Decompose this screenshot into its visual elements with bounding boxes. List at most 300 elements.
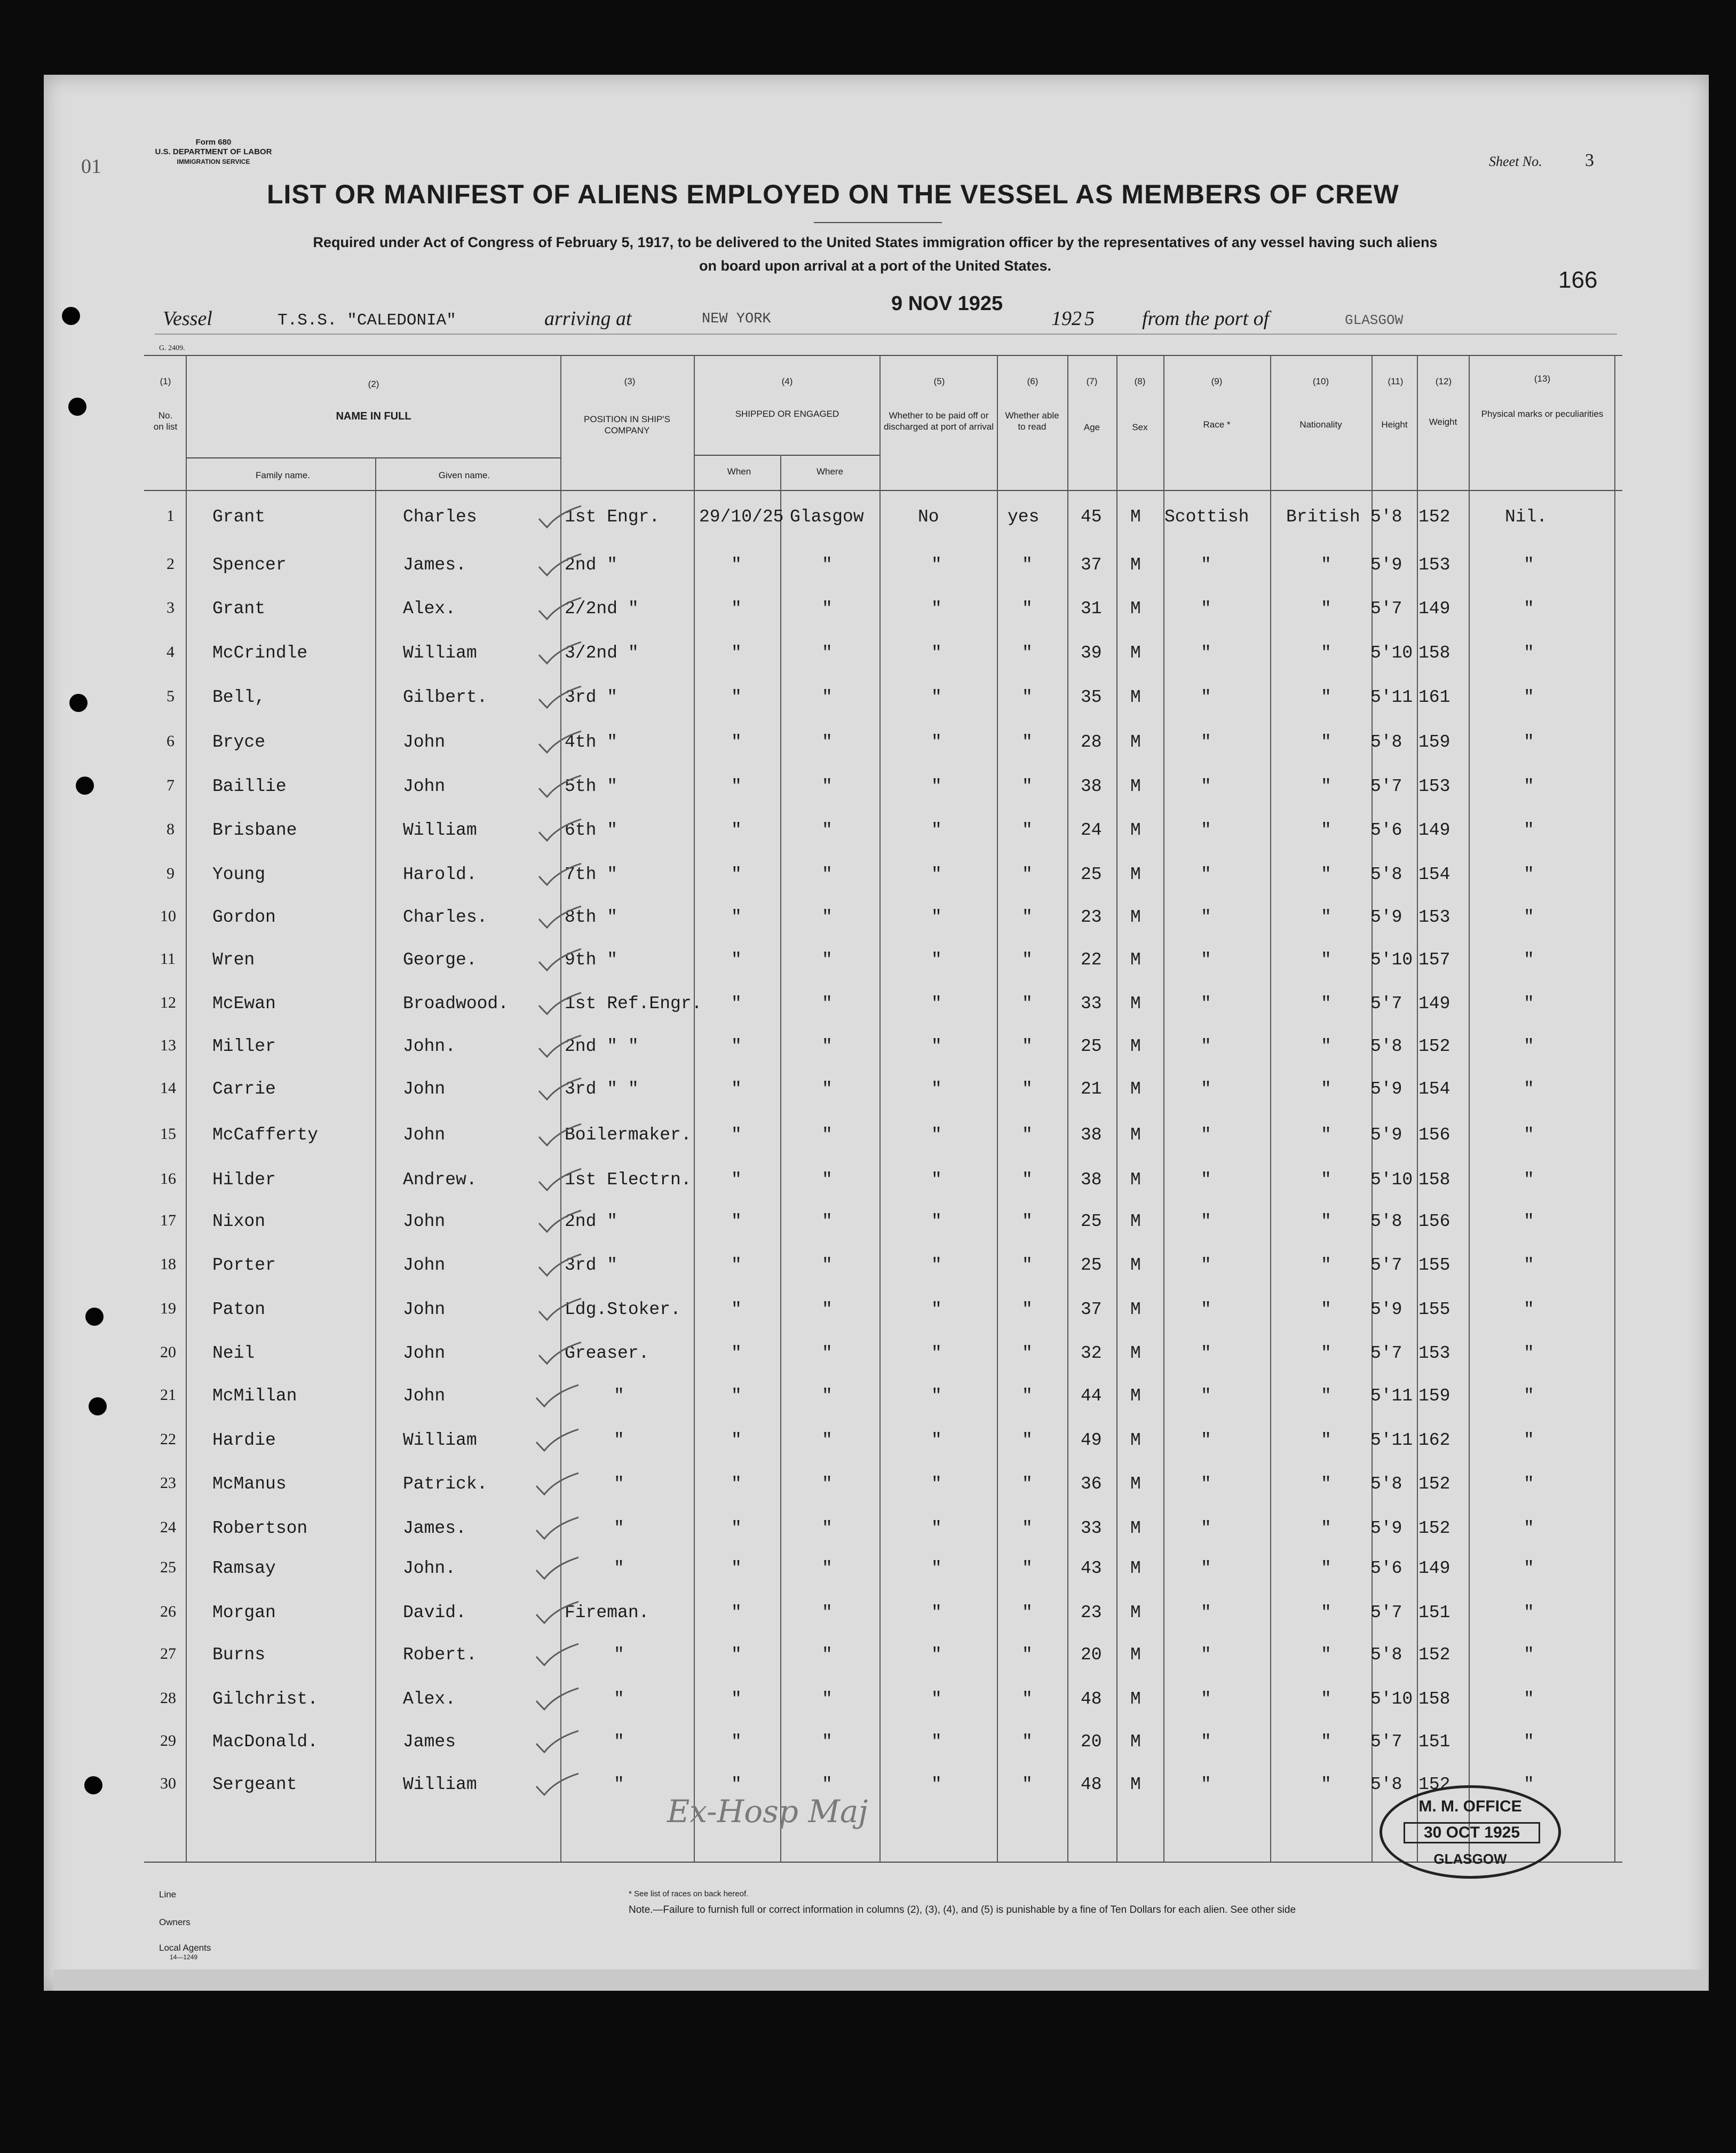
table-row: [0, 643, 1736, 675]
nationality: ": [1321, 1386, 1331, 1406]
given-name: William: [403, 1430, 477, 1450]
header-where: Where: [816, 466, 844, 477]
vessel-rule: [155, 334, 1617, 335]
given-name: Charles.: [403, 907, 488, 927]
shipped-where: ": [822, 1689, 833, 1709]
family-name: Miller: [212, 1036, 276, 1056]
shipped-where: ": [822, 907, 833, 927]
paid-off: ": [931, 1645, 942, 1665]
underlying-sheet-edge: [53, 1969, 1708, 1991]
table-row: [0, 1125, 1736, 1157]
able-to-read: ": [1022, 1775, 1033, 1794]
physical-marks: ": [1524, 1212, 1534, 1231]
paid-off: ": [931, 1775, 942, 1794]
able-to-read: ": [1022, 1603, 1033, 1622]
height: 5'8: [1370, 1645, 1402, 1665]
sex: M: [1130, 1645, 1141, 1665]
weight: 149: [1418, 820, 1450, 840]
family-name: Gilchrist.: [212, 1689, 319, 1709]
able-to-read: ": [1022, 1212, 1033, 1231]
table-row: [0, 1603, 1736, 1635]
pencil-check-mark: [536, 1075, 584, 1107]
paid-off: ": [931, 865, 942, 884]
age: 20: [1081, 1645, 1102, 1665]
paid-off: ": [931, 1300, 942, 1319]
given-name: Alex.: [403, 1689, 456, 1709]
shipped-when: ": [731, 820, 742, 840]
given-name: John: [403, 777, 446, 796]
weight: 158: [1418, 1170, 1450, 1190]
sex: M: [1130, 1036, 1141, 1056]
height: 5'9: [1370, 907, 1402, 927]
race: ": [1201, 1474, 1211, 1494]
nationality: ": [1321, 1125, 1331, 1145]
family-name: Baillie: [212, 777, 287, 796]
nationality: ": [1321, 1212, 1331, 1231]
weight: 154: [1418, 1079, 1450, 1099]
physical-marks: ": [1524, 1386, 1534, 1406]
physical-marks: ": [1524, 1732, 1534, 1752]
position: ": [614, 1430, 624, 1450]
shipped-where: Glasgow: [790, 507, 864, 527]
header-weight: Weight: [1429, 417, 1457, 427]
race: ": [1201, 1386, 1211, 1406]
shipped-where: ": [822, 599, 833, 619]
paid-off: ": [931, 1125, 942, 1145]
weight: 151: [1418, 1603, 1450, 1622]
table-row: [0, 1255, 1736, 1287]
height: 5'11: [1370, 1430, 1413, 1450]
physical-marks: ": [1524, 1300, 1534, 1319]
position: 1st Ref.Engr.: [565, 994, 702, 1014]
row-number: 18: [160, 1255, 176, 1273]
age: 37: [1081, 1300, 1102, 1319]
form-number: Form 680: [195, 138, 232, 147]
footer-owners-label: Owners: [159, 1917, 191, 1927]
col-number: (9): [1211, 376, 1223, 386]
height: 5'11: [1370, 687, 1413, 707]
position: 3rd ": [565, 1255, 618, 1275]
department-name: U.S. DEPARTMENT OF LABOR: [155, 147, 272, 156]
header-race: Race *: [1203, 419, 1231, 430]
paid-off: ": [931, 599, 942, 619]
physical-marks: ": [1524, 777, 1534, 796]
shipped-when: ": [731, 687, 742, 707]
physical-marks: ": [1524, 1430, 1534, 1450]
race: ": [1201, 732, 1211, 752]
race: ": [1201, 1732, 1211, 1752]
nationality: ": [1321, 1170, 1331, 1190]
height: 5'10: [1370, 1170, 1413, 1190]
age: 38: [1081, 777, 1102, 796]
physical-marks: ": [1524, 865, 1534, 884]
weight: 158: [1418, 643, 1450, 663]
age: 32: [1081, 1343, 1102, 1363]
pencil-check-mark: [536, 1121, 584, 1153]
race: ": [1201, 907, 1211, 927]
age: 33: [1081, 1518, 1102, 1538]
header-no-on-list: No. on list: [153, 410, 178, 432]
footer-local-agents-label: Local Agents: [159, 1943, 211, 1953]
given-name: Broadwood.: [403, 994, 509, 1014]
given-name: William: [403, 643, 477, 663]
family-name: Hardie: [212, 1430, 276, 1450]
sex: M: [1130, 1343, 1141, 1363]
height: 5'9: [1370, 1125, 1402, 1145]
header-height: Height: [1381, 419, 1408, 430]
shipped-where: ": [822, 687, 833, 707]
sex: M: [1130, 950, 1141, 970]
height: 5'8: [1370, 1474, 1402, 1494]
shipped-where: ": [822, 1518, 833, 1538]
stamp-date: 30 OCT 1925: [1404, 1822, 1540, 1843]
pencil-check-mark: [534, 1598, 582, 1630]
weight: 151: [1418, 1732, 1450, 1752]
col-number: (8): [1134, 376, 1146, 386]
position: 3/2nd ": [565, 643, 639, 663]
position: ": [614, 1474, 624, 1494]
physical-marks: ": [1524, 599, 1534, 619]
height: 5'8: [1370, 1036, 1402, 1056]
shipped-where: ": [822, 950, 833, 970]
position: Ldg.Stoker.: [565, 1300, 681, 1319]
age: 43: [1081, 1558, 1102, 1578]
col-number: (4): [781, 376, 793, 386]
able-to-read: ": [1022, 994, 1033, 1014]
nationality: ": [1321, 1430, 1331, 1450]
pencil-check-mark: [534, 1728, 582, 1760]
weight: 152: [1418, 1645, 1450, 1665]
year-label: 192: [1051, 307, 1082, 330]
sex: M: [1130, 507, 1141, 527]
nationality: ": [1321, 1732, 1331, 1752]
nationality: ": [1321, 777, 1331, 796]
stamp-city: GLASGOW: [1433, 1851, 1507, 1867]
weight: 152: [1418, 1474, 1450, 1494]
paid-off: ": [931, 687, 942, 707]
row-number: 24: [160, 1518, 176, 1536]
sheet-number: 3: [1585, 151, 1594, 170]
service-name: IMMIGRATION SERVICE: [177, 158, 250, 165]
row-number: 11: [160, 950, 176, 968]
age: 23: [1081, 907, 1102, 927]
shipped-when: ": [731, 1603, 742, 1622]
height: 5'8: [1370, 1775, 1402, 1794]
weight: 152: [1418, 507, 1450, 527]
family-name: Brisbane: [212, 820, 297, 840]
nationality: ": [1321, 907, 1331, 927]
position: 9th ": [565, 950, 618, 970]
shipped-when: ": [731, 1430, 742, 1450]
table-row: [0, 1518, 1736, 1550]
height: 5'8: [1370, 507, 1402, 527]
year-digit: 5: [1084, 307, 1095, 330]
row-number: 8: [167, 820, 175, 838]
footer-note: Note.—Failure to furnish full or correct information in columns (2), (3), (4), and (5) is punishable by a fine of Ten Dollars for each alien. See other side: [629, 1904, 1296, 1915]
nationality: British: [1286, 507, 1360, 527]
weight: 154: [1418, 865, 1450, 884]
given-name: John: [403, 1300, 446, 1319]
paid-off: ": [931, 643, 942, 663]
shipped-where: ": [822, 1212, 833, 1231]
header-when: When: [727, 466, 751, 477]
paid-off: ": [931, 1603, 942, 1622]
from-port-label: from the port of: [1142, 307, 1270, 330]
height: 5'10: [1370, 950, 1413, 970]
position: 6th ": [565, 820, 618, 840]
paid-off: ": [931, 1732, 942, 1752]
punch-hole: [68, 398, 86, 416]
shipped-where: ": [822, 1386, 833, 1406]
position: 3rd " ": [565, 1079, 639, 1099]
able-to-read: ": [1022, 1645, 1033, 1665]
age: 31: [1081, 599, 1102, 619]
sex: M: [1130, 1125, 1141, 1145]
given-name: John: [403, 1343, 446, 1363]
family-name: Porter: [212, 1255, 276, 1275]
pencil-check-mark: [536, 551, 584, 583]
sex: M: [1130, 1775, 1141, 1794]
pencil-check-mark: [536, 903, 584, 935]
height: 5'7: [1370, 777, 1402, 796]
subtitle-line-1: Required under Act of Congress of February 5, 1917, to be delivered to the United States immigration officer by the representatives of any vessel having such aliens: [313, 234, 1438, 250]
row-number: 26: [160, 1603, 176, 1620]
pencil-check-mark: [536, 1295, 584, 1327]
given-name: John.: [403, 1036, 456, 1056]
nationality: ": [1321, 1343, 1331, 1363]
name-subheader-rule: [187, 457, 560, 458]
table-row: [0, 732, 1736, 764]
shipped-where: ": [822, 1474, 833, 1494]
able-to-read: ": [1022, 555, 1033, 575]
departure-port: GLASGOW: [1345, 312, 1404, 328]
age: 48: [1081, 1775, 1102, 1794]
pencil-check-mark: [536, 1166, 584, 1198]
physical-marks: ": [1524, 1255, 1534, 1275]
pencil-check-mark: [536, 816, 584, 848]
nationality: ": [1321, 1079, 1331, 1099]
weight: 153: [1418, 555, 1450, 575]
header-given-name: Given name.: [438, 470, 490, 480]
position: 4th ": [565, 732, 618, 752]
height: 5'7: [1370, 1732, 1402, 1752]
row-number: 25: [160, 1558, 176, 1576]
paid-off: ": [931, 1036, 942, 1056]
shipped-when: ": [731, 1212, 742, 1231]
nationality: ": [1321, 687, 1331, 707]
family-name: Spencer: [212, 555, 287, 575]
race: ": [1201, 599, 1211, 619]
height: 5'9: [1370, 1079, 1402, 1099]
table-row: [0, 1170, 1736, 1202]
paid-off: ": [931, 1558, 942, 1578]
shipped-when: ": [731, 1689, 742, 1709]
table-row: [0, 555, 1736, 587]
race: ": [1201, 1255, 1211, 1275]
glasgow-office-stamp: [1380, 1785, 1561, 1879]
pencil-check-mark: [534, 1770, 582, 1802]
paid-off: ": [931, 732, 942, 752]
paid-off: ": [931, 907, 942, 927]
nationality: ": [1321, 950, 1331, 970]
col-number: (2): [368, 379, 379, 389]
race: ": [1201, 687, 1211, 707]
pencil-check-mark: [534, 1685, 582, 1717]
table-row: [0, 994, 1736, 1026]
physical-marks: ": [1524, 950, 1534, 970]
able-to-read: ": [1022, 643, 1033, 663]
col-number: (12): [1435, 376, 1452, 386]
height: 5'8: [1370, 1212, 1402, 1231]
position: 7th ": [565, 865, 618, 884]
arrival-date-stamp: 9 NOV 1925: [891, 292, 1003, 315]
nationality: ": [1321, 994, 1331, 1014]
physical-marks: ": [1524, 732, 1534, 752]
shipped-when: ": [731, 1775, 742, 1794]
shipped-when: ": [731, 1518, 742, 1538]
family-name: McManus: [212, 1474, 287, 1494]
able-to-read: ": [1022, 950, 1033, 970]
race: ": [1201, 820, 1211, 840]
weight: 152: [1418, 1775, 1450, 1794]
shipped-where: ": [822, 1125, 833, 1145]
row-number: 6: [167, 732, 175, 750]
title-rule: [814, 222, 942, 223]
shipped-where: ": [822, 1170, 833, 1190]
given-name: Alex.: [403, 599, 456, 619]
row-number: 5: [167, 687, 175, 705]
race: ": [1201, 1603, 1211, 1622]
paid-off: ": [931, 950, 942, 970]
physical-marks: ": [1524, 1558, 1534, 1578]
table-row: [0, 1558, 1736, 1590]
form-identity: [133, 138, 294, 167]
row-number: 19: [160, 1300, 176, 1317]
nationality: ": [1321, 1689, 1331, 1709]
shipped-where: ": [822, 643, 833, 663]
age: 45: [1081, 507, 1102, 527]
row-number: 20: [160, 1343, 176, 1361]
physical-marks: ": [1524, 1518, 1534, 1538]
nationality: ": [1321, 599, 1331, 619]
able-to-read: ": [1022, 687, 1033, 707]
header-shipped-or-engaged: SHIPPED OR ENGAGED: [735, 409, 839, 419]
row-number: 16: [160, 1170, 176, 1188]
nationality: ": [1321, 1518, 1331, 1538]
height: 5'7: [1370, 1255, 1402, 1275]
pencil-check-mark: [536, 639, 584, 671]
shipped-when: ": [731, 777, 742, 796]
shipped-when: ": [731, 1645, 742, 1665]
row-number: 13: [160, 1036, 176, 1054]
pencil-check-mark: [534, 1554, 582, 1586]
shipped-when: ": [731, 1343, 742, 1363]
age: 48: [1081, 1689, 1102, 1709]
age: 21: [1081, 1079, 1102, 1099]
shipped-where: ": [822, 555, 833, 575]
physical-marks: ": [1524, 994, 1534, 1014]
pencil-check-mark: [534, 1514, 582, 1546]
shipped-when: ": [731, 1558, 742, 1578]
age: 23: [1081, 1603, 1102, 1622]
race: ": [1201, 1079, 1211, 1099]
paid-off: No: [918, 507, 939, 527]
shipped-where: ": [822, 1645, 833, 1665]
position: 1st Engr.: [565, 507, 660, 527]
family-name: Morgan: [212, 1603, 276, 1622]
family-name: Grant: [212, 599, 266, 619]
position: Boilermaker.: [565, 1125, 692, 1145]
table-top-rule: [144, 355, 1622, 356]
col-number: (6): [1027, 376, 1039, 386]
weight: 153: [1418, 907, 1450, 927]
subtitle-line-2: on board upon arrival at a port of the United States.: [699, 258, 1052, 274]
row-number: 10: [160, 907, 176, 925]
able-to-read: ": [1022, 1125, 1033, 1145]
position: ": [614, 1558, 624, 1578]
weight: 153: [1418, 777, 1450, 796]
physical-marks: ": [1524, 1036, 1534, 1056]
able-to-read: ": [1022, 1079, 1033, 1099]
sheet-label: Sheet No.: [1489, 154, 1542, 169]
shipped-when: ": [731, 1125, 742, 1145]
position: ": [614, 1689, 624, 1709]
vessel-name: T.S.S. "CALEDONIA": [278, 311, 456, 330]
physical-marks: ": [1524, 1079, 1534, 1099]
family-name: McEwan: [212, 994, 276, 1014]
given-name: John: [403, 1212, 446, 1231]
nationality: ": [1321, 1474, 1331, 1494]
sex: M: [1130, 1430, 1141, 1450]
sex: M: [1130, 732, 1141, 752]
height: 5'7: [1370, 994, 1402, 1014]
given-name: John: [403, 1386, 446, 1406]
nationality: ": [1321, 1255, 1331, 1275]
header-age: Age: [1083, 422, 1100, 432]
weight: 149: [1418, 599, 1450, 619]
family-name: Paton: [212, 1300, 266, 1319]
physical-marks: ": [1524, 643, 1534, 663]
sex: M: [1130, 1212, 1141, 1231]
able-to-read: ": [1022, 1518, 1033, 1538]
able-to-read: ": [1022, 1255, 1033, 1275]
family-name: McCafferty: [212, 1125, 319, 1145]
family-name: Gordon: [212, 907, 276, 927]
age: 25: [1081, 1212, 1102, 1231]
family-name: Grant: [212, 507, 266, 527]
punch-hole: [62, 307, 80, 325]
header-name-in-full: NAME IN FULL: [336, 410, 411, 422]
given-name: Gilbert.: [403, 687, 488, 707]
shipped-where: ": [822, 777, 833, 796]
race: ": [1201, 1430, 1211, 1450]
physical-marks: ": [1524, 1603, 1534, 1622]
able-to-read: ": [1022, 1474, 1033, 1494]
position: ": [614, 1732, 624, 1752]
shipped-where: ": [822, 1036, 833, 1056]
shipped-where: ": [822, 1732, 833, 1752]
physical-marks: ": [1524, 1343, 1534, 1363]
family-name: Sergeant: [212, 1775, 297, 1794]
physical-marks: ": [1524, 687, 1534, 707]
shipped-when: ": [731, 865, 742, 884]
family-name: Bell,: [212, 687, 266, 707]
row-number: 7: [167, 777, 175, 794]
race: ": [1201, 1343, 1211, 1363]
position: 5th ": [565, 777, 618, 796]
corner-mark: 01: [81, 155, 101, 178]
race: ": [1201, 1689, 1211, 1709]
